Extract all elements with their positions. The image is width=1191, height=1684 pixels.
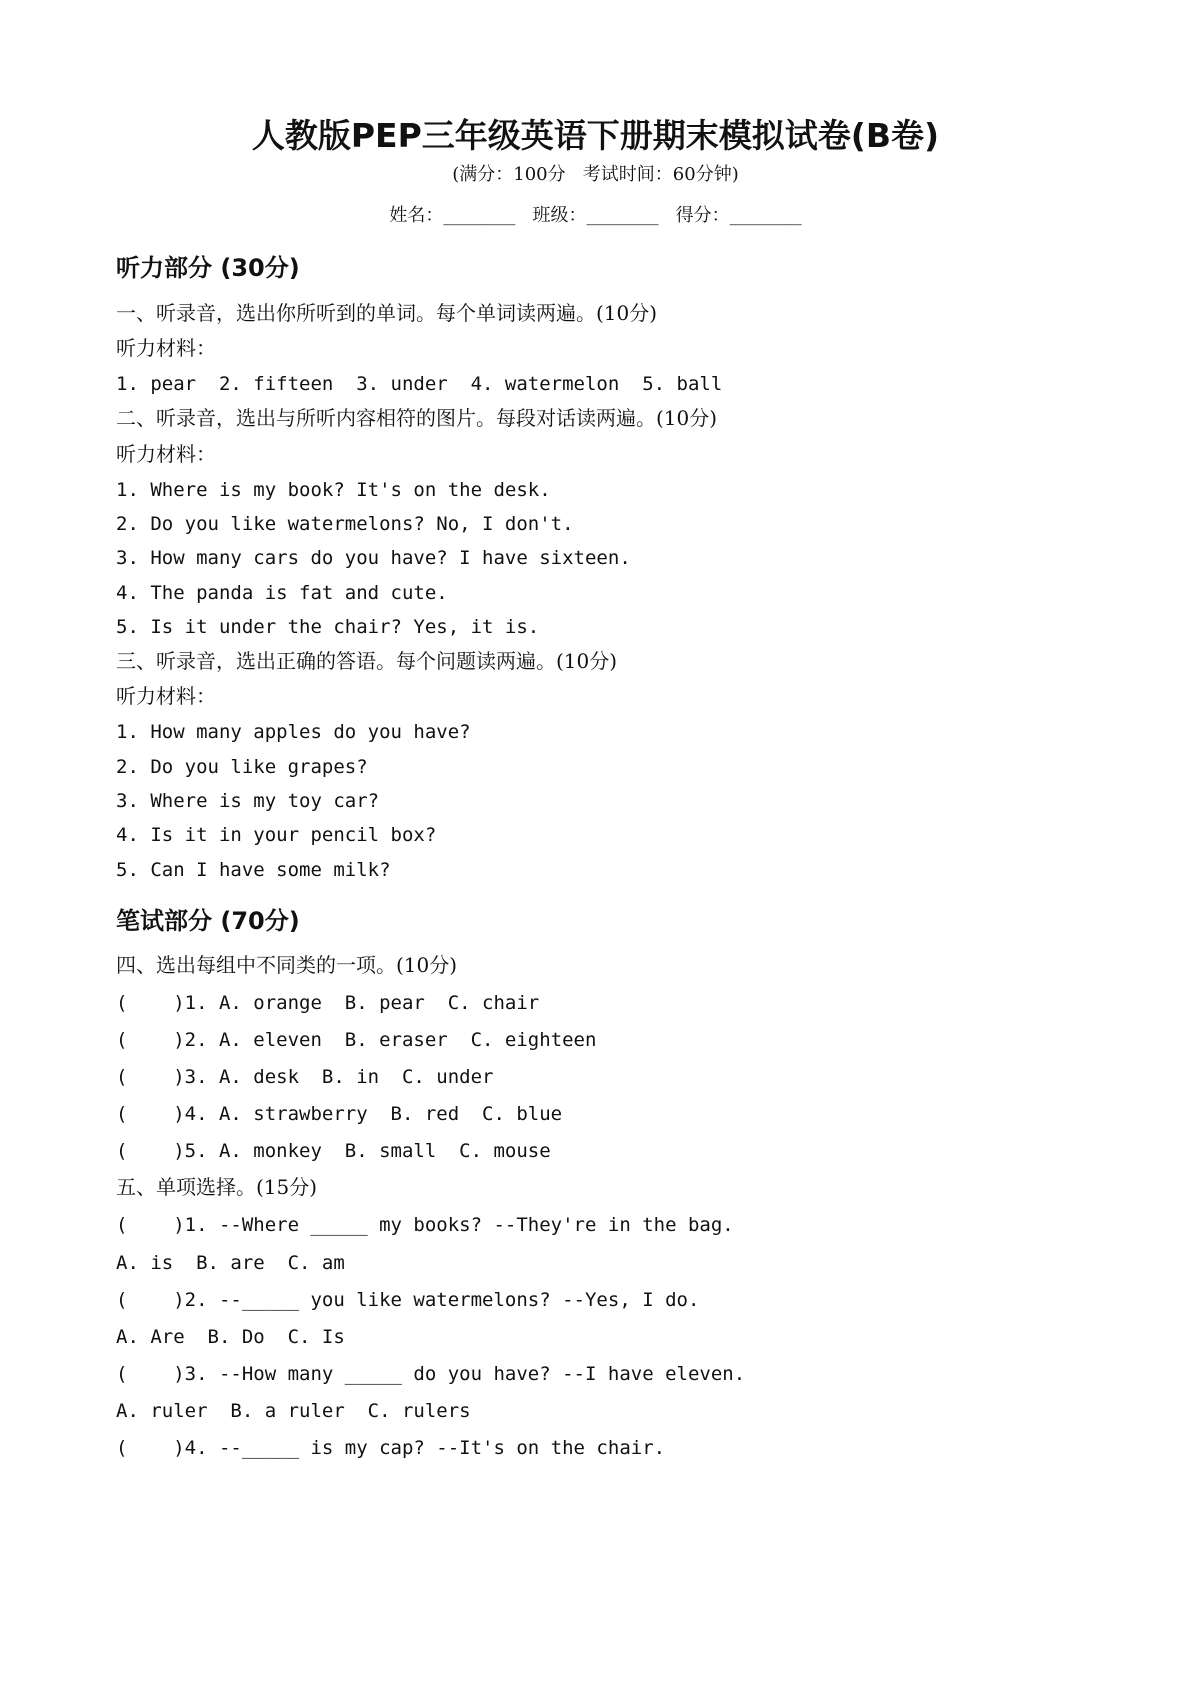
listening-words: 1. pear 2. fifteen 3. under 4. watermelon 5. ball — [116, 373, 723, 395]
list-item: 1. Where is my book? It's on the desk. — [116, 479, 551, 501]
choice-options: A. is B. are C. am — [116, 1252, 345, 1274]
student-info-line: 姓名：________ 班级：________ 得分：________ — [389, 205, 802, 226]
list-item: 3. Where is my toy car? — [116, 790, 380, 812]
list-item: 1. How many apples do you have? — [116, 721, 471, 743]
list-item: 5. Can I have some milk? — [116, 859, 391, 881]
written-section-header: 笔试部分 (70分) — [116, 907, 300, 935]
question-heading-5: 五、单项选择。(15分) — [116, 1175, 318, 1199]
exam-subtitle: (满分：100分 考试时间：60分钟) — [452, 164, 739, 185]
question-heading-1: 一、听录音，选出你所听到的单词。每个单词读两遍。(10分) — [116, 301, 658, 325]
choice-options: A. Are B. Do C. Is — [116, 1326, 345, 1348]
choice-question: ( )2. --_____ you like watermelons? --Yes, I do. — [116, 1289, 700, 1311]
list-item: 2. Do you like watermelons? No, I don't. — [116, 513, 574, 535]
list-item: 3. How many cars do you have? I have sixteen. — [116, 547, 631, 569]
question-heading-3: 三、听录音，选出正确的答语。每个问题读两遍。(10分) — [116, 649, 618, 673]
choice-question: ( )1. --Where _____ my books? --They're in the bag. — [116, 1214, 734, 1236]
question-heading-4: 四、选出每组中不同类的一项。(10分) — [116, 953, 458, 977]
listening-section-header: 听力部分 (30分) — [116, 254, 300, 282]
list-item: 4. The panda is fat and cute. — [116, 582, 448, 604]
question-heading-2: 二、听录音，选出与所听内容相符的图片。每段对话读两遍。(10分) — [116, 406, 718, 430]
choice-row: ( )5. A. monkey B. small C. mouse — [116, 1140, 551, 1162]
choice-question: ( )3. --How many _____ do you have? --I have eleven. — [116, 1363, 746, 1385]
choice-row: ( )1. A. orange B. pear C. chair — [116, 992, 540, 1014]
list-item: 2. Do you like grapes? — [116, 756, 368, 778]
choice-row: ( )4. A. strawberry B. red C. blue — [116, 1103, 563, 1125]
list-item: 5. Is it under the chair? Yes, it is. — [116, 616, 540, 638]
choice-row: ( )3. A. desk B. in C. under — [116, 1066, 494, 1088]
choice-row: ( )2. A. eleven B. eraser C. eighteen — [116, 1029, 597, 1051]
choice-question: ( )4. --_____ is my cap? --It's on the chair. — [116, 1437, 666, 1459]
material-label-1: 听力材料： — [116, 336, 216, 360]
list-item: 4. Is it in your pencil box? — [116, 824, 437, 846]
material-label-3: 听力材料： — [116, 684, 216, 708]
material-label-2: 听力材料： — [116, 442, 216, 466]
choice-options: A. ruler B. a ruler C. rulers — [116, 1400, 471, 1422]
page-title: 人教版PEP三年级英语下册期末模拟试卷(B卷) — [251, 116, 940, 155]
